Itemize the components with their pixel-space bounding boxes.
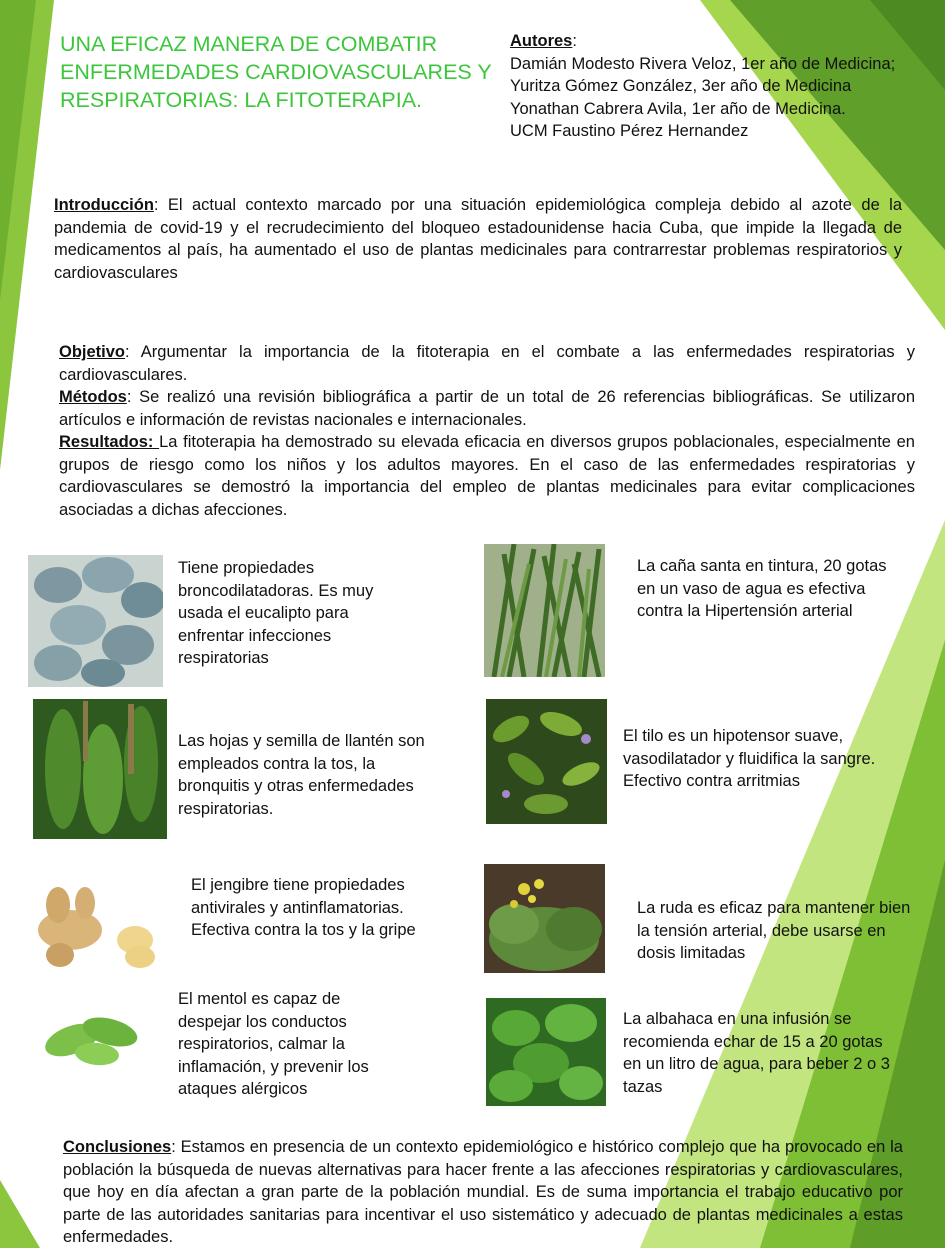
ginger-photo [30, 875, 160, 975]
introduction-text: : El actual contexto marcado por una situación epidemiológica compleja debido al azote de la pandemia de covid-19 y el recrudecimiento del bloqueo estadounidense hacia Cuba, que impide la llegada de medicamentos al país, ha aumentado el uso de plantas medicinales para contrarrestar problemas respiratorios y cardiovasculares [54, 196, 902, 282]
objective-section [59, 341, 915, 386]
author-line: UCM Faustino Pérez Hernandez [510, 122, 749, 140]
methods-label: Métodos [59, 388, 127, 406]
methods-section [59, 386, 915, 431]
basil-photo [486, 998, 606, 1106]
results-label: Resultados: [59, 433, 160, 451]
results-section [59, 431, 915, 521]
mint-caption: El mentol es capaz de despejar los conductos respiratorios, calmar la inflamación, y prevenir los ataques alérgicos [178, 990, 369, 1098]
results-text: La fitoterapia ha demostrado su elevada eficacia en diversos grupos poblacionales, especialmente en grupos de riesgo como los niños y los adultos mayores. En el caso de las enfermedades respiratorias y cardiovasculares se demostró la importancia del empleo de plantas medicinales para evitar complicaciones asociadas a dichas afecciones. [59, 433, 915, 519]
objective-methods-results [59, 341, 915, 521]
methods-text: : Se realizó una revisión bibliográfica a partir de un total de 26 referencias bibliográficas. Se utilizaron artículos e información de revistas nacionales e internacionales. [59, 388, 915, 429]
lemongrass-caption: La caña santa en tintura, 20 gotas en un vaso de agua es efectiva contra la Hipertensión arterial [637, 557, 887, 620]
tilo-caption: El tilo es un hipotensor suave, vasodilatador y fluidifica la sangre. Efectivo contra arritmias [623, 727, 876, 790]
rue-caption: La ruda es eficaz para mantener bien la tensión arterial, debe usarse en dosis limitadas [637, 899, 911, 962]
conclusions-text: : Estamos en presencia de un contexto epidemiológico e histórico complejo que ha provocado en la población la búsqueda de nuevas alternativas para hacer frente a las afecciones respiratorias y cardiovasculares, que hoy en día afectan a gran parte de la población mundial. Es de suma importancia el trabajo educativo por parte de las autoridades sanitarias para incentivar el uso sistemático y adecuado de plantas medicinales a estas enfermedades. [63, 1138, 903, 1246]
authors-block: Autores: Damián Modesto Rivera Veloz, 1er año de Medicina; Yuritza Gómez González, 3er año de Medicina Yonathan Cabrera Avila, 1er año de Medicina. UCM Faustino Pérez Hernandez [510, 30, 920, 143]
introduction-label: Introducción [54, 196, 154, 214]
conclusions-section [63, 1136, 903, 1249]
conclusions-label: Conclusiones [63, 1138, 172, 1156]
mint-photo [42, 1002, 142, 1074]
rue-photo [484, 864, 605, 973]
introduction-section [54, 194, 902, 284]
objective-label: Objetivo [59, 343, 126, 361]
objective-text: : Argumentar la importancia de la fitoterapia en el combate a las enfermedades respiratorias y cardiovasculares. [59, 343, 915, 384]
author-line: Yonathan Cabrera Avila, 1er año de Medicina. [510, 99, 846, 118]
basil-caption: La albahaca en una infusión se recomienda echar de 15 a 20 gotas en un litro de agua, para beber 2 o 3 tazas [623, 1010, 890, 1096]
authors-heading: Autores [510, 32, 573, 50]
eucalyptus-caption: Tiene propiedades broncodilatadoras. Es muy usada el eucalipto para enfrentar infecciones respiratorias [178, 559, 374, 667]
tilo-photo [486, 699, 607, 824]
lemongrass-photo [484, 544, 605, 677]
eucalyptus-photo [28, 555, 163, 687]
author-line: Damián Modesto Rivera Veloz, 1er año de Medicina; [510, 54, 896, 73]
ginger-caption: El jengibre tiene propiedades antivirales y antinflamatorias. Efectiva contra la tos y la gripe [191, 876, 416, 939]
author-line: Yuritza Gómez González, 3er año de Medicina [510, 77, 852, 95]
poster-title: UNA EFICAZ MANERA DE COMBATIR ENFERMEDADES CARDIOVASCULARES Y RESPIRATORIAS: LA FITOTERAPIA. [60, 32, 492, 112]
plantain-photo [33, 699, 167, 839]
plantain-caption: Las hojas y semilla de llantén son empleados contra la tos, la bronquitis y otras enfermedades respiratorias. [178, 732, 425, 818]
